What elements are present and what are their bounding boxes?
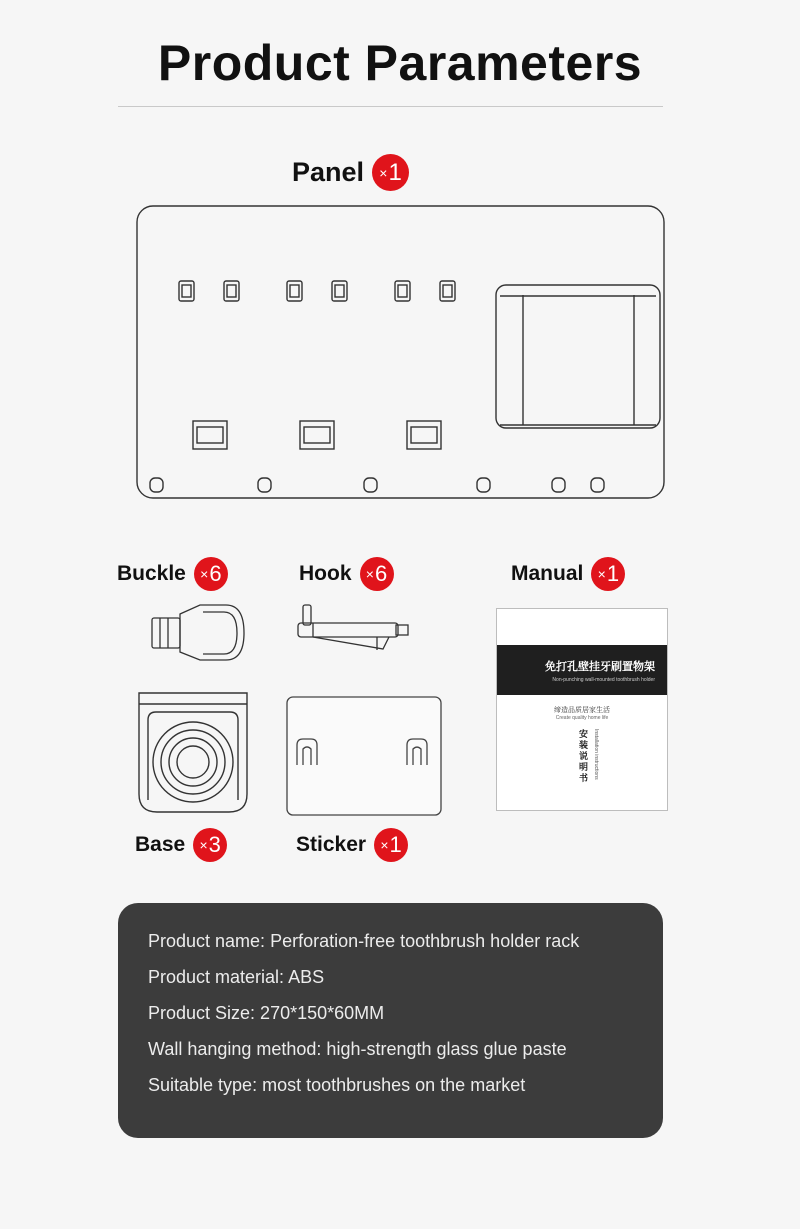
base-label: Base (135, 833, 186, 856)
hook-label-group (299, 557, 394, 591)
manual-cover-band (497, 645, 667, 695)
panel-label: Panel (292, 157, 365, 187)
buckle-label: Buckle (117, 562, 186, 585)
sticker-illustration (285, 695, 443, 817)
manual-cover-title: 免打孔壁挂牙刷置物架 (545, 661, 655, 673)
manual-slogan-block (497, 705, 667, 721)
manual-slogan: 缔造品质居家生活 (554, 707, 610, 714)
product-info-box (118, 903, 663, 1138)
manual-cover-subtitle: Non-punching wall-mounted toothbrush holder (552, 677, 655, 683)
manual-slogan-en: Create quality home life (555, 715, 609, 721)
buckle-qty-badge: × 6 (194, 557, 228, 591)
base-qty-badge: × 3 (193, 828, 227, 862)
manual-illustration (496, 608, 668, 811)
sticker-label-group (296, 828, 408, 862)
panel-label-group (292, 154, 409, 191)
panel-qty-badge: × 1 (372, 154, 409, 191)
base-label-group (135, 828, 227, 862)
panel-clip-slots (179, 281, 455, 301)
panel-base-slots (193, 421, 441, 449)
panel-mount-holes (150, 478, 604, 492)
manual-label: Manual (511, 562, 584, 585)
base-illustration (136, 690, 250, 816)
hook-qty-badge: × 6 (360, 557, 394, 591)
hook-label: Hook (299, 562, 352, 585)
manual-qty-badge: × 1 (591, 557, 625, 591)
title-divider (118, 106, 663, 107)
info-product-material: Product material: ABS (148, 967, 325, 987)
manual-instructions: 安装说明书 (578, 729, 588, 784)
buckle-illustration (148, 600, 248, 666)
info-product-size: Product Size: 270*150*60MM (148, 1003, 385, 1023)
sticker-label: Sticker (296, 833, 367, 856)
manual-label-group (511, 557, 625, 591)
page-title: Product Parameters (157, 35, 643, 91)
manual-instructions-block (577, 729, 599, 784)
hook-illustration (293, 603, 413, 658)
manual-instructions-en: Installation instructions (593, 729, 599, 780)
sticker-qty-badge: × 1 (374, 828, 408, 862)
buckle-label-group (117, 557, 228, 591)
panel-illustration (134, 203, 668, 501)
panel-cup-holder (496, 285, 660, 428)
info-wall-hanging-method: Wall hanging method: high-strength glass glue paste (148, 1039, 567, 1059)
info-suitable-type: Suitable type: most toothbrushes on the market (148, 1075, 526, 1095)
info-product-name: Product name: Perforation-free toothbrush holder rack (148, 931, 580, 951)
